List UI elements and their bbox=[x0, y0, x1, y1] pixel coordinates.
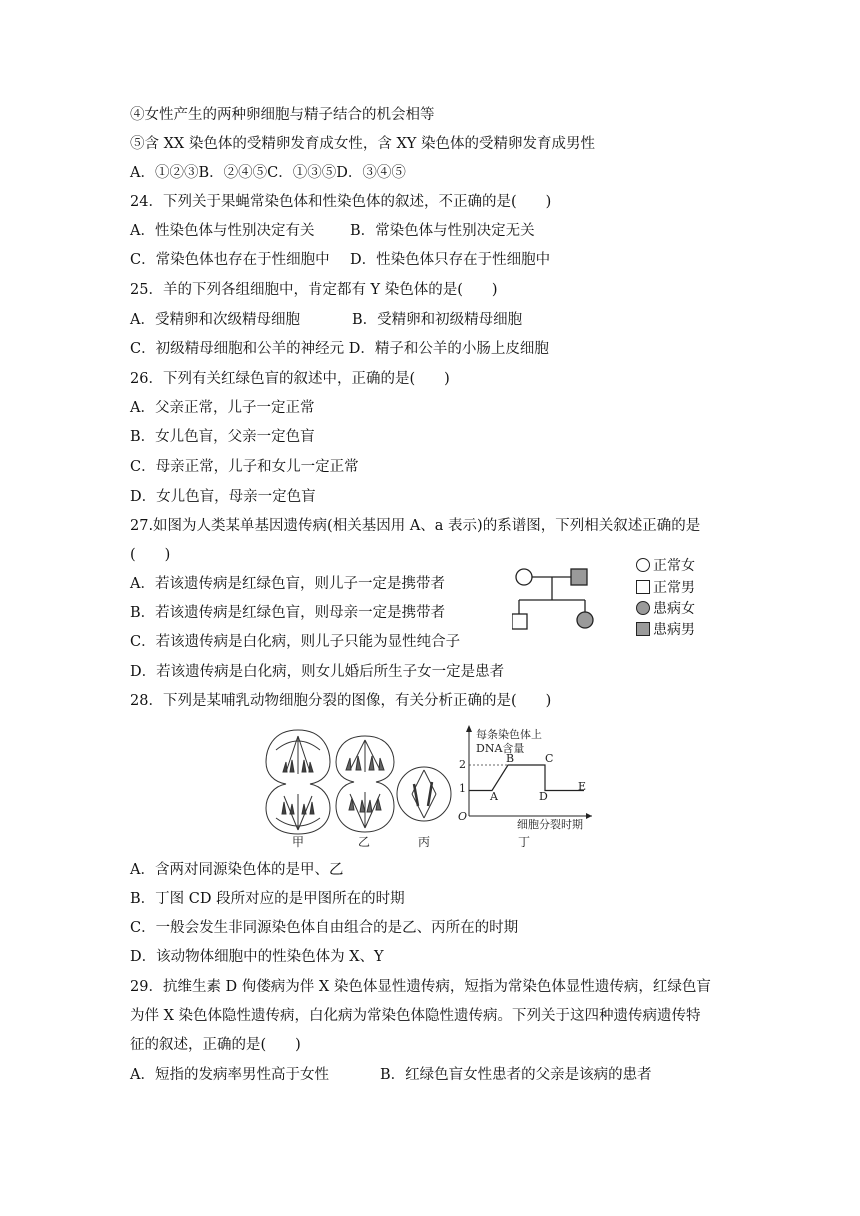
q27-option-b[interactable]: B．若该遗传病是红绿色盲，则母亲一定是携带者 bbox=[130, 605, 446, 621]
label-yi: 乙 bbox=[358, 835, 371, 849]
ding-point-e: E bbox=[578, 780, 587, 793]
square-filled-icon bbox=[636, 622, 650, 636]
pedigree-daughter bbox=[577, 612, 593, 628]
q25-options-cd[interactable]: C．初级精母细胞和公羊的神经元 D．精子和公羊的小肠上皮细胞 bbox=[130, 341, 549, 357]
legend-normal-male bbox=[636, 579, 695, 597]
q24-option-c[interactable]: C．常染色体也存在于性细胞中 bbox=[130, 252, 330, 268]
q27-option-a[interactable]: A．若该遗传病是红绿色盲，则儿子一定是携带者 bbox=[130, 576, 445, 592]
q28-option-b[interactable]: B．丁图 CD 段所对应的是甲图所在的时期 bbox=[130, 891, 405, 907]
q23-options: A．①②③B．②④⑤C．①③⑤D．③④⑤ bbox=[130, 165, 406, 181]
q26-option-b[interactable]: B．女儿色盲，父亲一定色盲 bbox=[130, 429, 315, 445]
q28-option-d[interactable]: D．该动物体细胞中的性染色体为 X、Y bbox=[130, 949, 384, 965]
q24-option-d[interactable]: D．性染色体只存在于性细胞中 bbox=[350, 252, 551, 268]
q29-stem-2: 为伴 X 染色体隐性遗传病，白化病为常染色体隐性遗传病。下列关于这四种遗传病遗传特 bbox=[130, 1008, 701, 1024]
q24-options-ab bbox=[130, 221, 535, 241]
q27-paren: ( ) bbox=[130, 547, 171, 563]
legend-label: 正常女 bbox=[653, 558, 695, 574]
ding-ytick-2: 2 bbox=[459, 758, 466, 771]
pedigree-son bbox=[512, 614, 527, 629]
q28-stem: 28．下列是某哺乳动物细胞分裂的图像，有关分析正确的是( ) bbox=[130, 693, 552, 709]
cell-yi bbox=[336, 736, 394, 832]
q25-option-a[interactable]: A．受精卵和次级精母细胞 bbox=[130, 312, 300, 328]
q29-option-b[interactable]: B．红绿色盲女性患者的父亲是该病的患者 bbox=[380, 1067, 652, 1083]
q24-options-cd bbox=[130, 250, 550, 270]
label-bing: 丙 bbox=[418, 835, 431, 849]
ding-ytick-1: 1 bbox=[459, 782, 466, 795]
q27-stem: 27.如图为人类某单基因遗传病(相关基因用 A、a 表示)的系谱图，下列相关叙述正确的是 bbox=[130, 518, 701, 534]
legend-normal-female bbox=[636, 557, 695, 575]
ding-xlabel: 细胞分裂时期 bbox=[517, 818, 583, 831]
ding-point-a: A bbox=[490, 790, 498, 803]
legend-label: 患病女 bbox=[653, 601, 695, 617]
legend-label: 患病男 bbox=[653, 622, 695, 638]
ding-point-b: B bbox=[506, 752, 515, 765]
q29-options-ab bbox=[130, 1065, 652, 1085]
q27-option-d[interactable]: D．若该遗传病是白化病，则女儿婚后所生子女一定是患者 bbox=[130, 664, 505, 680]
q24-stem: 24．下列关于果蝇常染色体和性染色体的叙述，不正确的是( ) bbox=[130, 194, 552, 210]
legend-affected-female bbox=[636, 600, 695, 618]
ding-point-d: D bbox=[539, 790, 548, 803]
label-ding: 丁 bbox=[518, 835, 531, 849]
pedigree-chart bbox=[512, 564, 624, 636]
ding-chart bbox=[458, 725, 592, 831]
circle-filled-icon bbox=[636, 601, 650, 615]
q24-option-a[interactable]: A．性染色体与性别决定有关 bbox=[130, 223, 315, 239]
q29-stem-1: 29．抗维生素 D 佝偻病为伴 X 染色体显性遗传病，短指为常染色体显性遗传病，红绿色盲 bbox=[130, 979, 711, 995]
statement-4: ④女性产生的两种卵细胞与精子结合的机会相等 bbox=[130, 107, 435, 123]
cell-jia bbox=[266, 730, 330, 834]
ding-ylabel-1: 每条染色体上 bbox=[476, 728, 542, 741]
square-open-icon bbox=[636, 580, 650, 594]
q25-option-b[interactable]: B．受精卵和初级精母细胞 bbox=[352, 312, 523, 328]
q27-option-c[interactable]: C．若该遗传病是白化病，则儿子只能为显性纯合子 bbox=[130, 634, 461, 650]
ding-ylabel-2: DNA含量 bbox=[476, 742, 525, 755]
q28-option-c[interactable]: C．一般会发生非同源染色体自由组合的是乙、丙所在的时期 bbox=[130, 920, 519, 936]
legend-label: 正常男 bbox=[653, 580, 695, 596]
q25-stem: 25．羊的下列各组细胞中，肯定都有 Y 染色体的是( ) bbox=[130, 282, 498, 298]
ding-origin: O bbox=[458, 810, 468, 823]
q26-option-c[interactable]: C．母亲正常，儿子和女儿一定正常 bbox=[130, 459, 359, 475]
q28-option-a[interactable]: A．含两对同源染色体的是甲、乙 bbox=[130, 862, 344, 878]
q24-option-b[interactable]: B．常染色体与性别决定无关 bbox=[350, 223, 535, 239]
statement-5: ⑤含 XX 染色体的受精卵发育成女性，含 XY 染色体的受精卵发育成男性 bbox=[130, 136, 595, 152]
ding-point-c: C bbox=[545, 752, 554, 765]
q29-option-a[interactable]: A．短指的发病率男性高于女性 bbox=[130, 1067, 329, 1083]
legend-affected-male bbox=[636, 621, 695, 639]
label-jia: 甲 bbox=[292, 835, 305, 849]
q26-stem: 26．下列有关红绿色盲的叙述中，正确的是( ) bbox=[130, 371, 450, 387]
pedigree-mother bbox=[516, 569, 532, 585]
q26-option-a[interactable]: A．父亲正常，儿子一定正常 bbox=[130, 400, 315, 416]
cell-division-figure bbox=[262, 722, 592, 850]
cell-bing bbox=[397, 767, 451, 821]
pedigree-father bbox=[571, 569, 587, 585]
q26-option-d[interactable]: D．女儿色盲，母亲一定色盲 bbox=[130, 489, 316, 505]
circle-open-icon bbox=[636, 558, 650, 572]
q29-stem-3: 征的叙述，正确的是( ) bbox=[130, 1037, 301, 1053]
q25-options-ab bbox=[130, 310, 522, 330]
ding-series-line bbox=[469, 765, 587, 793]
